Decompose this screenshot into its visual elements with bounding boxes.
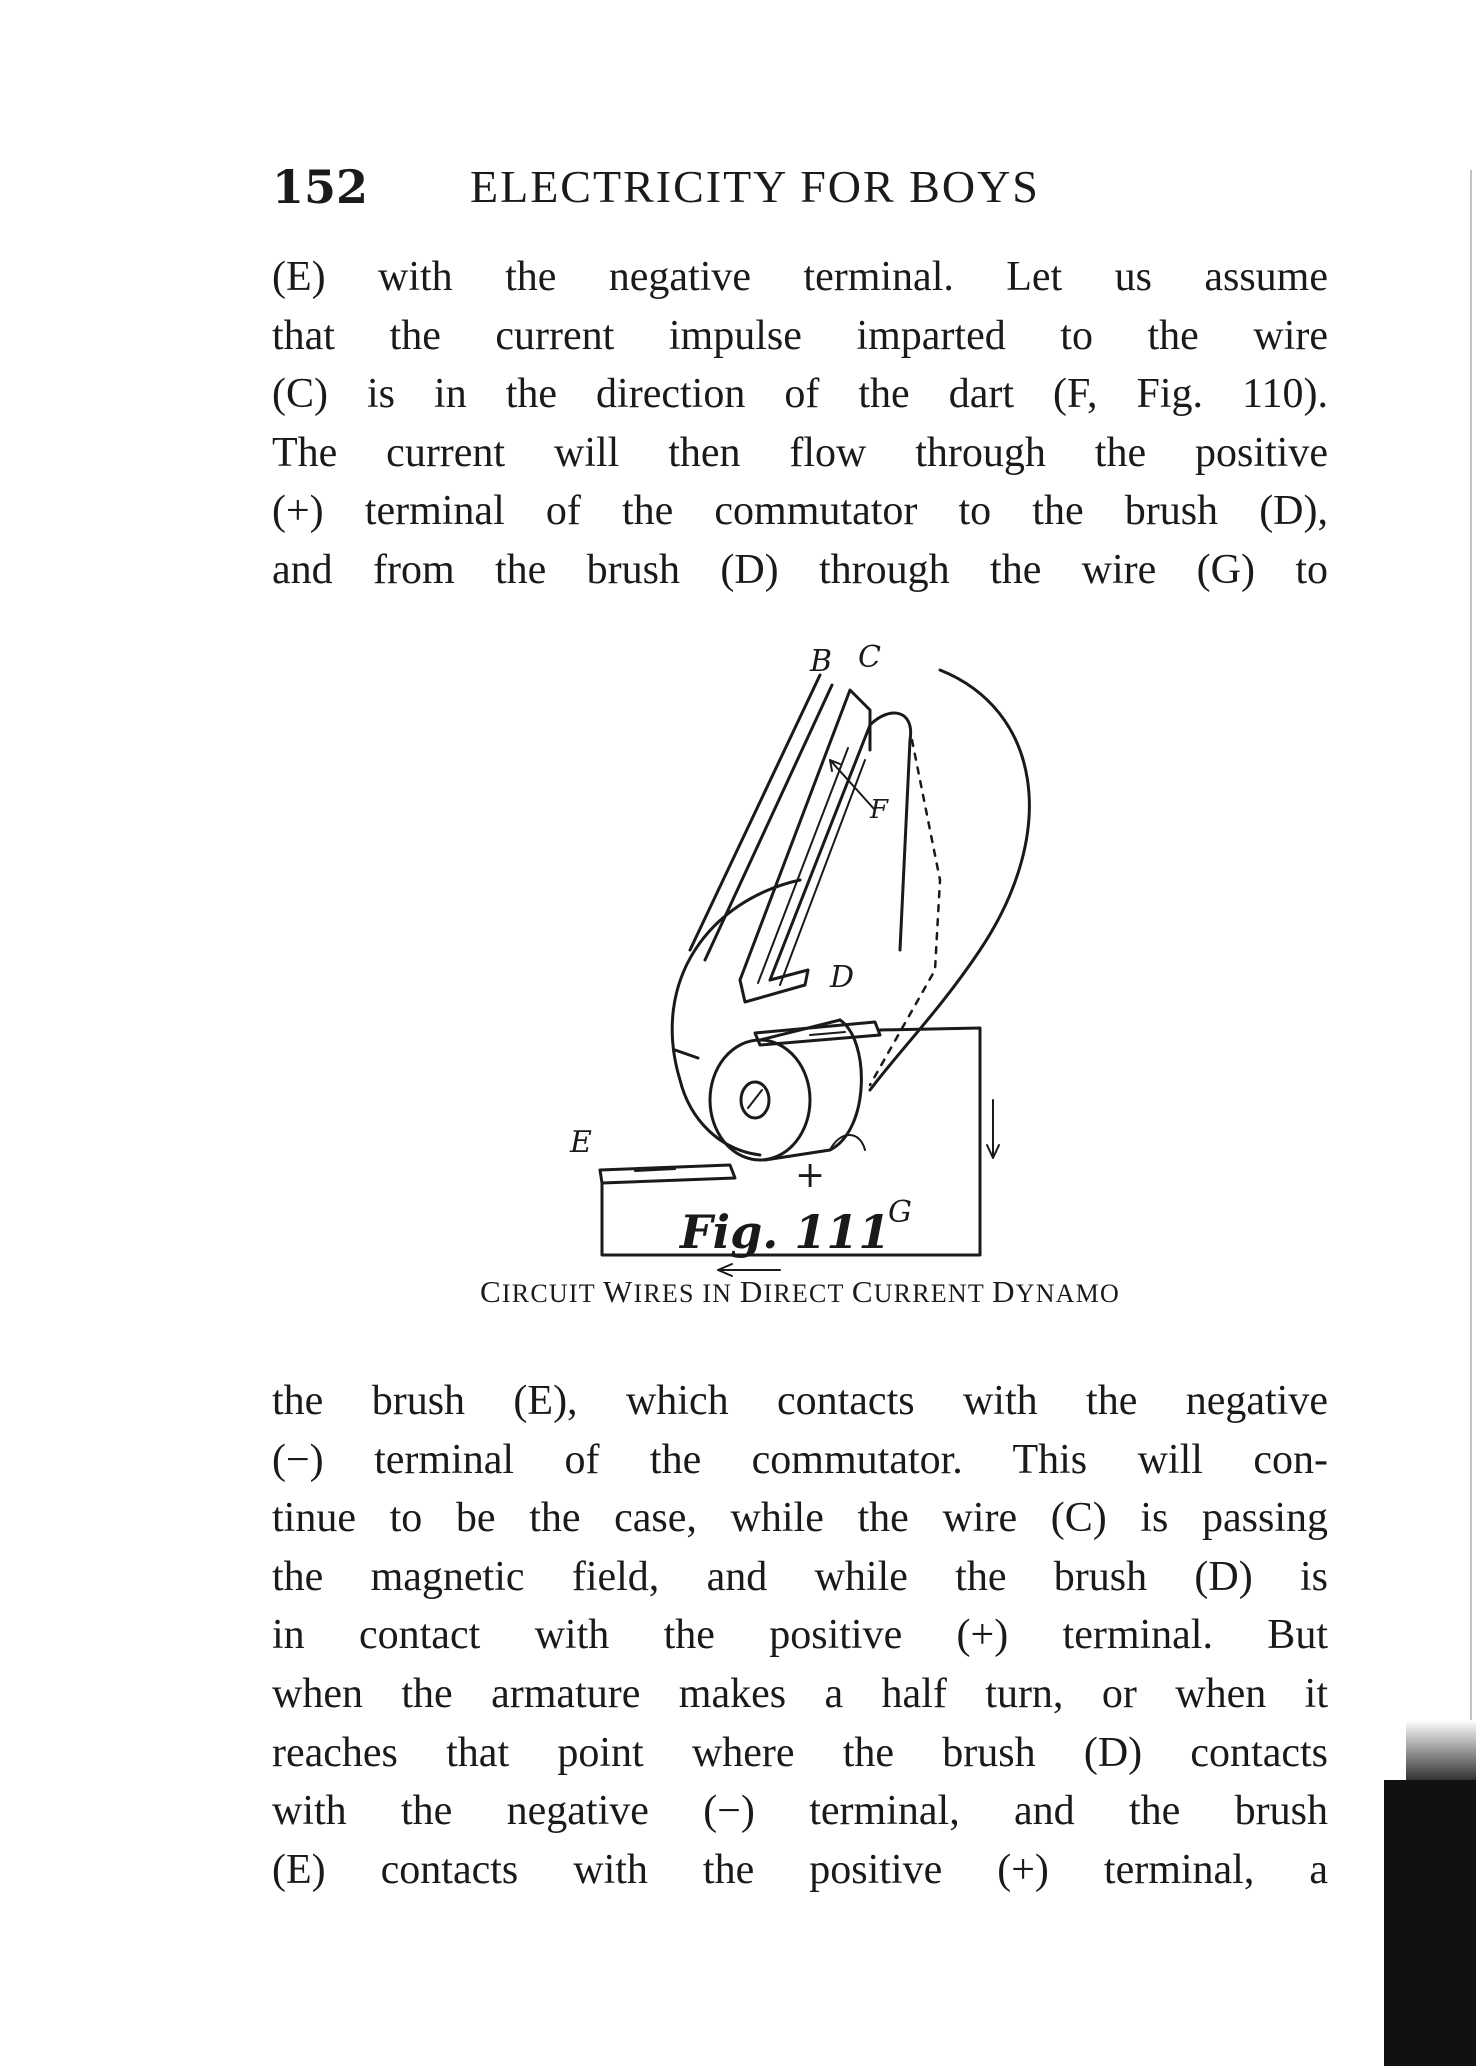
- text-line: and from the brush (D) through the wire (G) to: [272, 546, 1328, 593]
- label-d: D: [830, 960, 855, 995]
- drum-outline: [870, 670, 1029, 1090]
- text-line: reaches that point where the brush (D) contacts: [272, 1729, 1328, 1776]
- drum-top-line-2: [705, 685, 832, 960]
- running-head: ELECTRICITY FOR BOYS: [470, 161, 1040, 212]
- paragraph-bottom: [272, 1372, 1328, 1899]
- label-b: B: [810, 644, 833, 679]
- commutator-end: [710, 1040, 810, 1160]
- page-edge-shadow: [1384, 1780, 1476, 2066]
- text-line: tinue to be the case, while the wire (C) is passing: [272, 1495, 1328, 1542]
- text-line: that the current impulse imparted to the wire: [272, 312, 1328, 359]
- page-number: 152: [272, 160, 369, 214]
- text-line: (E) contacts with the positive (+) terminal, a: [272, 1846, 1328, 1893]
- text-line: (C) is in the direction of the dart (F, Fig. 110).: [272, 371, 1328, 418]
- text-line: the magnetic field, and while the brush (D) is: [272, 1553, 1328, 1600]
- coil-inner-2: [780, 760, 865, 985]
- circuit-arrow-right: [987, 1100, 999, 1158]
- page-header: [270, 160, 1330, 220]
- brush-e: [600, 1165, 735, 1183]
- text-line: (+) terminal of the commutator to the brush (D),: [272, 488, 1328, 535]
- label-c: C: [858, 640, 881, 675]
- text-line: with the negative (−) terminal, and the brush: [272, 1788, 1328, 1835]
- label-e: E: [570, 1125, 592, 1160]
- page-edge-line: [1470, 170, 1472, 1720]
- commutator-hole-slot: [748, 1090, 762, 1108]
- figure-caption: CIRCUIT WIRES IN DIRECT CURRENT DYNAMO: [480, 1274, 1120, 1309]
- coil-bottom: [740, 970, 808, 1002]
- text-line: in contact with the positive (+) terminal. But: [272, 1612, 1328, 1659]
- dynamo-illustration: [540, 650, 1040, 1250]
- drum-top-line: [690, 675, 820, 950]
- text-line: the brush (E), which contacts with the negative: [272, 1378, 1328, 1424]
- paragraph-top: [272, 248, 1328, 600]
- text-line: (E) with the negative terminal. Let us assume: [272, 254, 1328, 300]
- plus-sign: +: [795, 1155, 826, 1196]
- label-g: G: [888, 1195, 912, 1230]
- minus-mark: [675, 1050, 698, 1058]
- dynamo-figure: [540, 640, 1040, 1259]
- text-line: (−) terminal of the commutator. This will con-: [272, 1436, 1328, 1483]
- text-line: when the armature makes a half turn, or when it: [272, 1670, 1328, 1717]
- figure-label: Fig. 111: [680, 1205, 891, 1259]
- brush-d-arrow: [810, 1032, 845, 1035]
- label-f: F: [870, 795, 889, 825]
- text-line: The current will then flow through the positive: [272, 429, 1328, 476]
- coil-inner: [758, 748, 848, 983]
- coil-b: [740, 690, 870, 980]
